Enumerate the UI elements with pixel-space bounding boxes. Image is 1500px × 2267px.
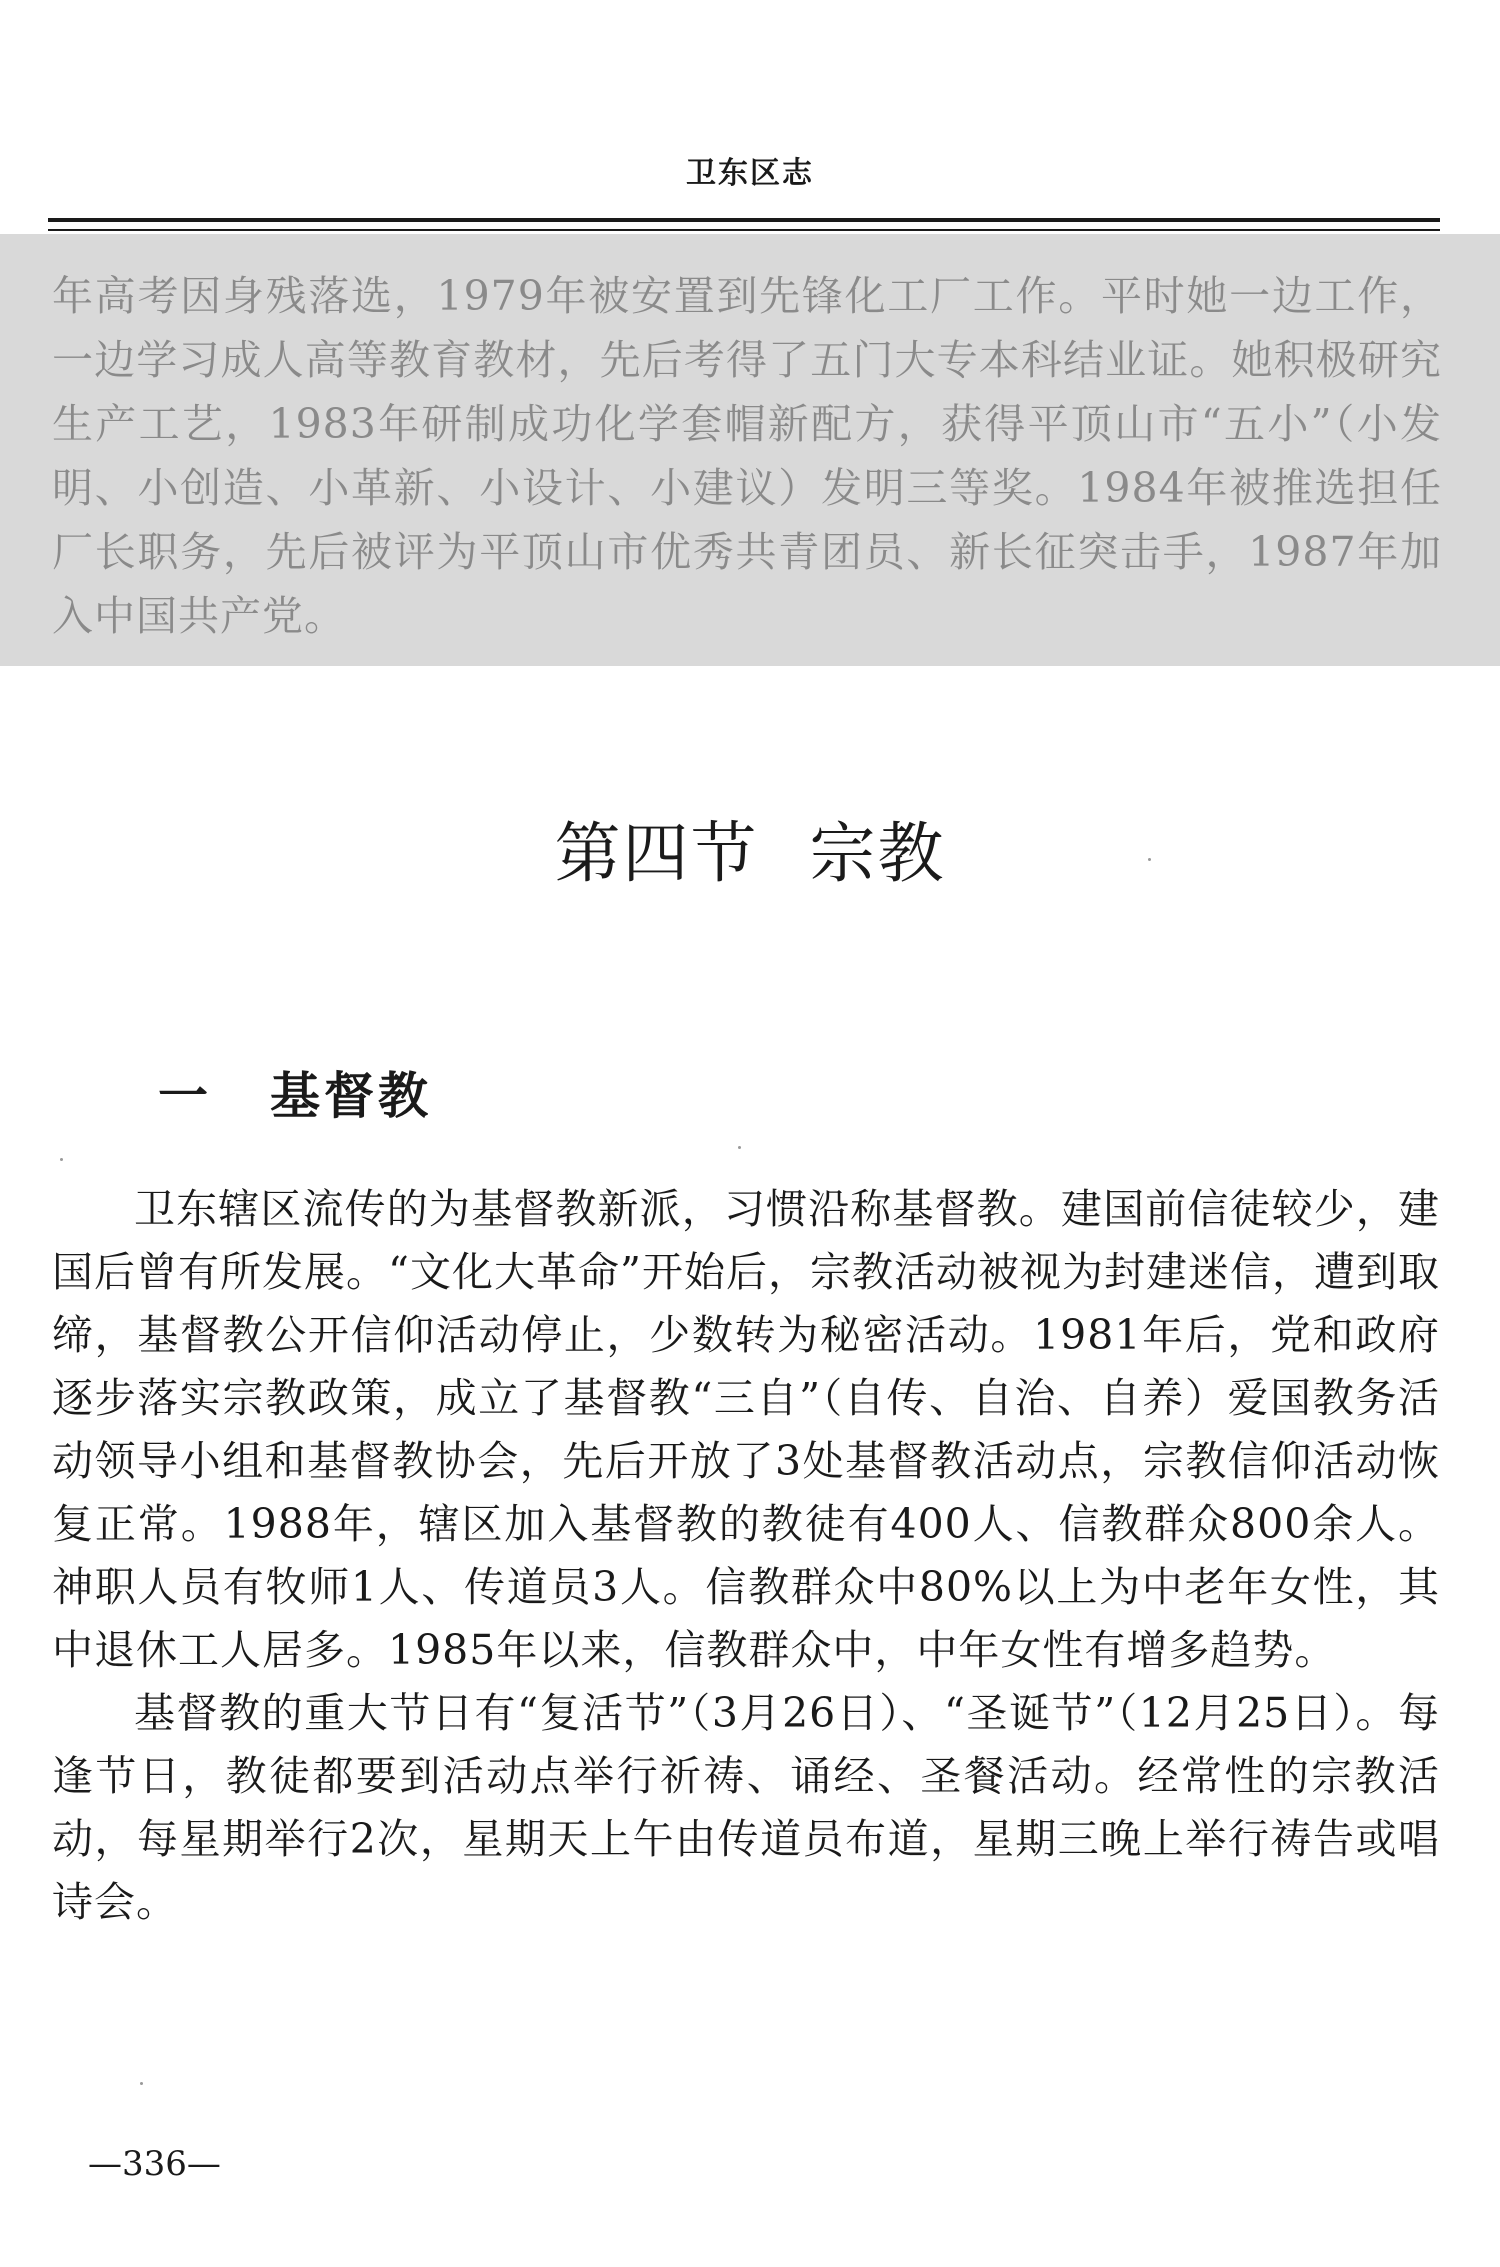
subsection-heading (158, 1056, 432, 1128)
scan-speck (60, 1158, 63, 1161)
paragraph: 基督教的重大节日有“复活节”（3月26日）、“圣诞节”（12月25日）。每逢节日，教徒都要到活动点举行祈祷、诵经、圣餐活动。经常性的宗教活动，每星期举行2次，星期天上午由传道员布道，星期三晚上举行祷告或唱诗会。 (52, 1689, 1440, 1926)
carryover-paragraph: 年高考因身残落选，1979年被安置到先锋化工厂工作。平时她一边工作，一边学习成人高等教育教材，先后考得了五门大专本科结业证。她积极研究生产工艺，1983年研制成功化学套帽新配方，获得平顶山市“五小”（小发明、小创造、小革新、小设计、小建议）发明三等奖。1984年被推选担任厂长职务，先后被评为平顶山市优秀共青团员、新长征突击手，1987年加入中国共产党。 (52, 272, 1442, 640)
header-rule-thick (48, 218, 1440, 222)
paragraph: 卫东辖区流传的为基督教新派，习惯沿称基督教。建国前信徒较少，建国后曾有所发展。“文化大革命”开始后，宗教活动被视为封建迷信，遭到取缔，基督教公开信仰活动停止，少数转为秘密活动。1981年后，党和政府逐步落实宗教政策，成立了基督教“三自”（自传、自治、自养）爱国教务活动领导小组和基督教协会，先后开放了3处基督教活动点，宗教信仰活动恢复正常。1988年，辖区加入基督教的教徒有400人、信教群众800余人。神职人员有牧师1人、传道员3人。信教群众中80%以上为中老年女性，其中退休工人居多。1985年以来，信教群众中，中年女性有增多趋势。 (52, 1185, 1440, 1674)
scan-speck (1148, 858, 1151, 861)
scan-speck (738, 1146, 741, 1149)
subsection-title: 基督教 (270, 1066, 432, 1125)
header-rule-thin (48, 229, 1440, 231)
page-number: —336— (88, 2144, 221, 2184)
scan-speck (140, 2082, 143, 2085)
carryover-block (0, 234, 1500, 666)
section-title: 第四节 宗教 (554, 815, 946, 892)
running-head: 卫东区志 (686, 156, 814, 191)
subsection-number: 一 (158, 1066, 212, 1125)
body-text (52, 1178, 1440, 1934)
